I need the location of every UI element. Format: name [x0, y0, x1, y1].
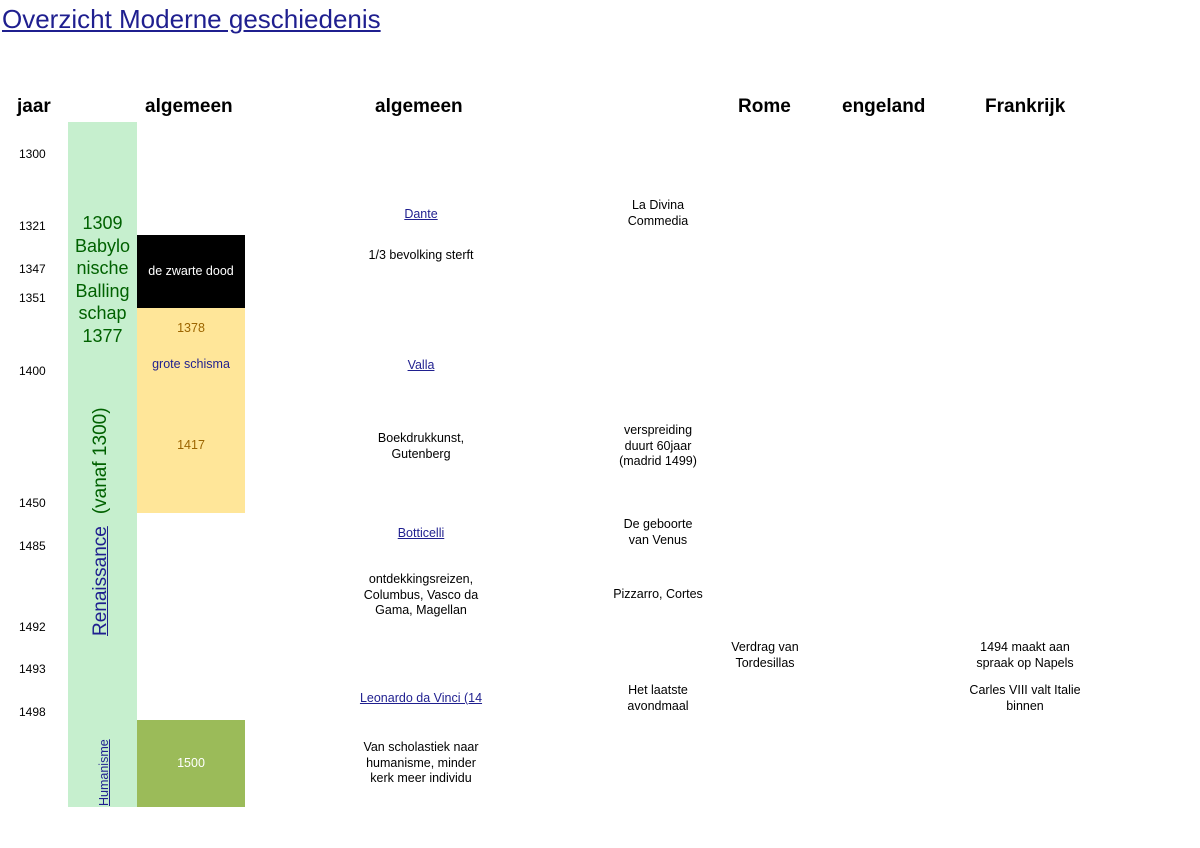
header-jaar: jaar [17, 96, 51, 117]
renaissance-link[interactable]: Renaissance [90, 526, 111, 636]
schisma-block [137, 308, 245, 513]
grote-schisma-label: grote schisma [152, 357, 230, 371]
page-title: Overzicht Moderne geschiedenis [2, 4, 381, 34]
renaissance-period-label [90, 407, 112, 636]
geboorte-venus-text: De geboorte van Venus [623, 517, 693, 547]
divina-commedia-text: La Divina Commedia [627, 198, 689, 228]
dante-link[interactable]: Dante [404, 207, 438, 221]
ontdekkingsreizen-text: ontdekkingsreizen, Columbus, Vasco da Gama, Magellan [363, 572, 479, 617]
zwarte-dood-label: de zwarte dood [148, 264, 234, 278]
year-label: 1450 [19, 496, 46, 510]
valla-link[interactable]: Valla [407, 358, 435, 372]
leonardo-link[interactable]: Leonardo da Vinci (14 [359, 691, 483, 705]
header-frankrijk: Frankrijk [985, 96, 1066, 117]
scholastiek-text: Van scholastiek naar humanisme, minder kerk meer individu [363, 740, 479, 785]
humanisme-period-label [95, 739, 113, 806]
year-1378-label: 1378 [177, 321, 205, 335]
header-engeland: engeland [842, 96, 926, 117]
year-label: 1485 [19, 539, 46, 553]
year-label: 1351 [19, 291, 46, 305]
carles-viii-text: Carles VIII valt Italie binnen [969, 683, 1081, 713]
year-1500-label: 1500 [177, 756, 205, 770]
renaissance-note: (vanaf 1300) [90, 407, 111, 515]
boekdrukkunst-text: Boekdrukkunst, Gutenberg [377, 431, 465, 461]
napels-text: 1494 maakt aan spraak op Napels [976, 640, 1074, 670]
humanisme-link[interactable]: Humanisme [97, 739, 111, 806]
tordesillas-text: Verdrag van Tordesillas [731, 640, 799, 670]
header-algemeen-2: algemeen [375, 96, 463, 117]
laatste-avondmaal-text: Het laatste avondmaal [627, 683, 689, 713]
year-1417-label: 1417 [177, 438, 205, 452]
header-algemeen-1: algemeen [145, 96, 233, 117]
year-label: 1493 [19, 662, 46, 676]
year-label: 1492 [19, 620, 46, 634]
header-rome: Rome [738, 96, 791, 117]
verspreiding-text: verspreiding duurt 60jaar (madrid 1499) [619, 423, 697, 468]
pizzarro-text: Pizzarro, Cortes [613, 587, 703, 601]
year-label: 1498 [19, 705, 46, 719]
babylonian-captivity-label: 1309 Babylo nische Balling schap 1377 [74, 213, 131, 346]
year-label: 1400 [19, 364, 46, 378]
year-label: 1300 [19, 147, 46, 161]
bevolking-text: 1/3 bevolking sterft [368, 248, 474, 262]
botticelli-link[interactable]: Botticelli [397, 526, 445, 540]
year-label: 1347 [19, 262, 46, 276]
year-label: 1321 [19, 219, 46, 233]
